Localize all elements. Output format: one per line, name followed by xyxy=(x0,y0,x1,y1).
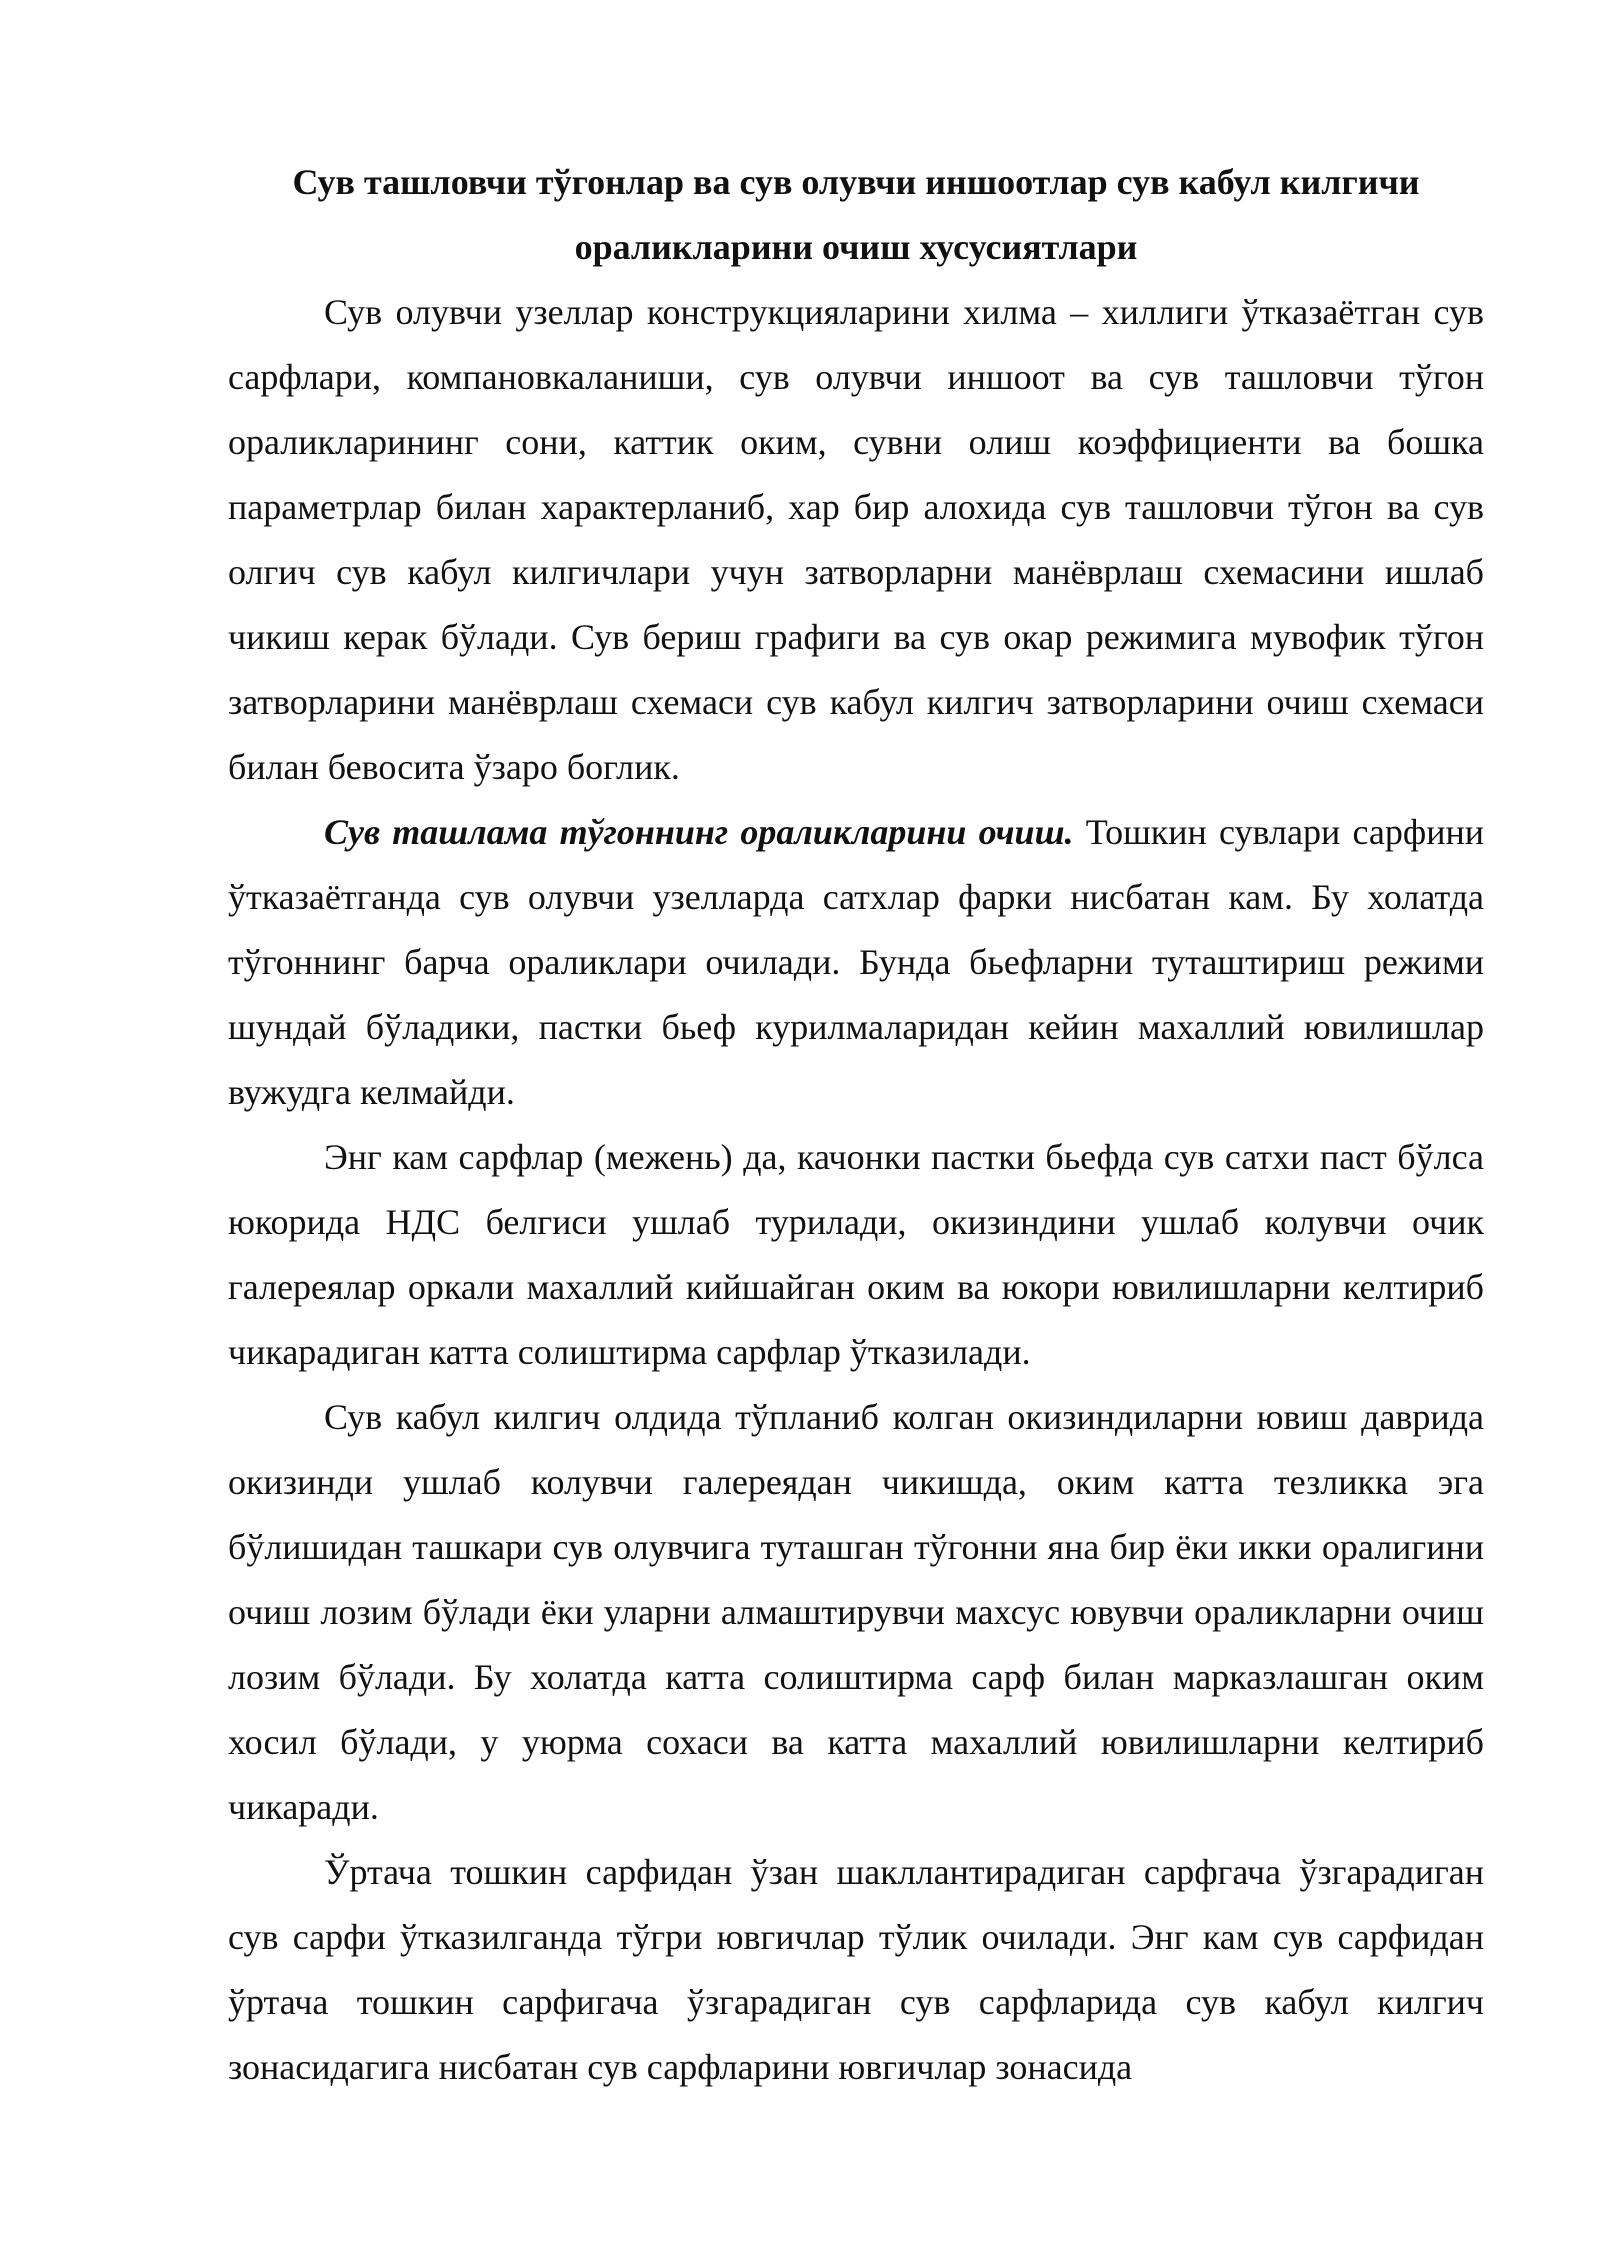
section-heading-spillway-opening: Сув ташлама тўгоннинг ораликларини очиш. xyxy=(324,812,1074,852)
document-title xyxy=(228,150,1484,280)
paragraph-1-text: Сув олувчи узеллар конструкцияларини хилма – хиллиги ўтказаётган сув сарфлари, компановкаланиши, сув олувчи иншоот ва сув ташловчи тўгон ораликларининг сони, каттик оким, сувни олиш коэффициенти ва бошка параметрлар билан характерланиб, хар бир алохида сув ташловчи тўгон ва сув олгич сув кабул килгичлари учун затворларни манёврлаш схемасини ишлаб чикиш керак бўлади. Сув бериш графиги ва сув окар режимига мувофик тўгон затворларини манёврлаш схемаси сув кабул килгич затворларини очиш схемаси билан бевосита ўзаро боглик. xyxy=(228,292,1484,787)
paragraph-3 xyxy=(228,1125,1484,1385)
paragraph-2 xyxy=(228,800,1484,1125)
paragraph-4 xyxy=(228,1385,1484,1840)
paragraph-5 xyxy=(228,1840,1484,2100)
paragraph-4-text: Сув кабул килгич олдида тўпланиб колган окизиндиларни ювиш даврида окизинди ушлаб колувчи галереядан чикишда, оким катта тезликка эга бўлишидан ташкари сув олувчига туташган тўгонни яна бир ёки икки оралигини очиш лозим бўлади ёки уларни алмаштирувчи махсус ювувчи ораликларни очиш лозим бўлади. Бу холатда катта солиштирма сарф билан марказлашган оким хосил бўлади, у уюрма сохаси ва катта махаллий ювилишларни келтириб чикаради. xyxy=(228,1397,1484,1827)
title-line-2: ораликларини очиш хусусиятлари xyxy=(574,227,1138,267)
paragraph-1 xyxy=(228,280,1484,800)
title-line-1: Сув ташловчи тўгонлар ва сув олувчи иншоотлар сув кабул килгичи xyxy=(292,162,1420,202)
paragraph-3-text: Энг кам сарфлар (межень) да, качонки пастки бьефда сув сатхи паст бўлса юкорида НДС белгиси ушлаб турилади, окизиндини ушлаб колувчи очик галереялар оркали махаллий кийшайган оким ва юкори ювилишларни келтириб чикарадиган катта солиштирма сарфлар ўтказилади. xyxy=(228,1137,1484,1372)
document-body xyxy=(228,150,1484,2100)
paragraph-5-text: Ўртача тошкин сарфидан ўзан шакллантирадиган сарфгача ўзгарадиган сув сарфи ўтказилганда тўгри ювгичлар тўлик очилади. Энг кам сув сарфидан ўртача тошкин сарфигача ўзгарадиган сув сарфларида сув кабул килгич зонасидагига нисбатан сув сарфларини ювгичлар зонасида xyxy=(228,1852,1484,2087)
paragraph-2-text: Тошкин сувлари сарфини ўтказаётганда сув олувчи узелларда сатхлар фарки нисбатан кам. Бу холатда тўгоннинг барча ораликлари очилади. Бунда бьефларни туташтириш режими шундай бўладики, пастки бьеф курилмаларидан кейин махаллий ювилишлар вужудга келмайди. xyxy=(228,812,1484,1112)
